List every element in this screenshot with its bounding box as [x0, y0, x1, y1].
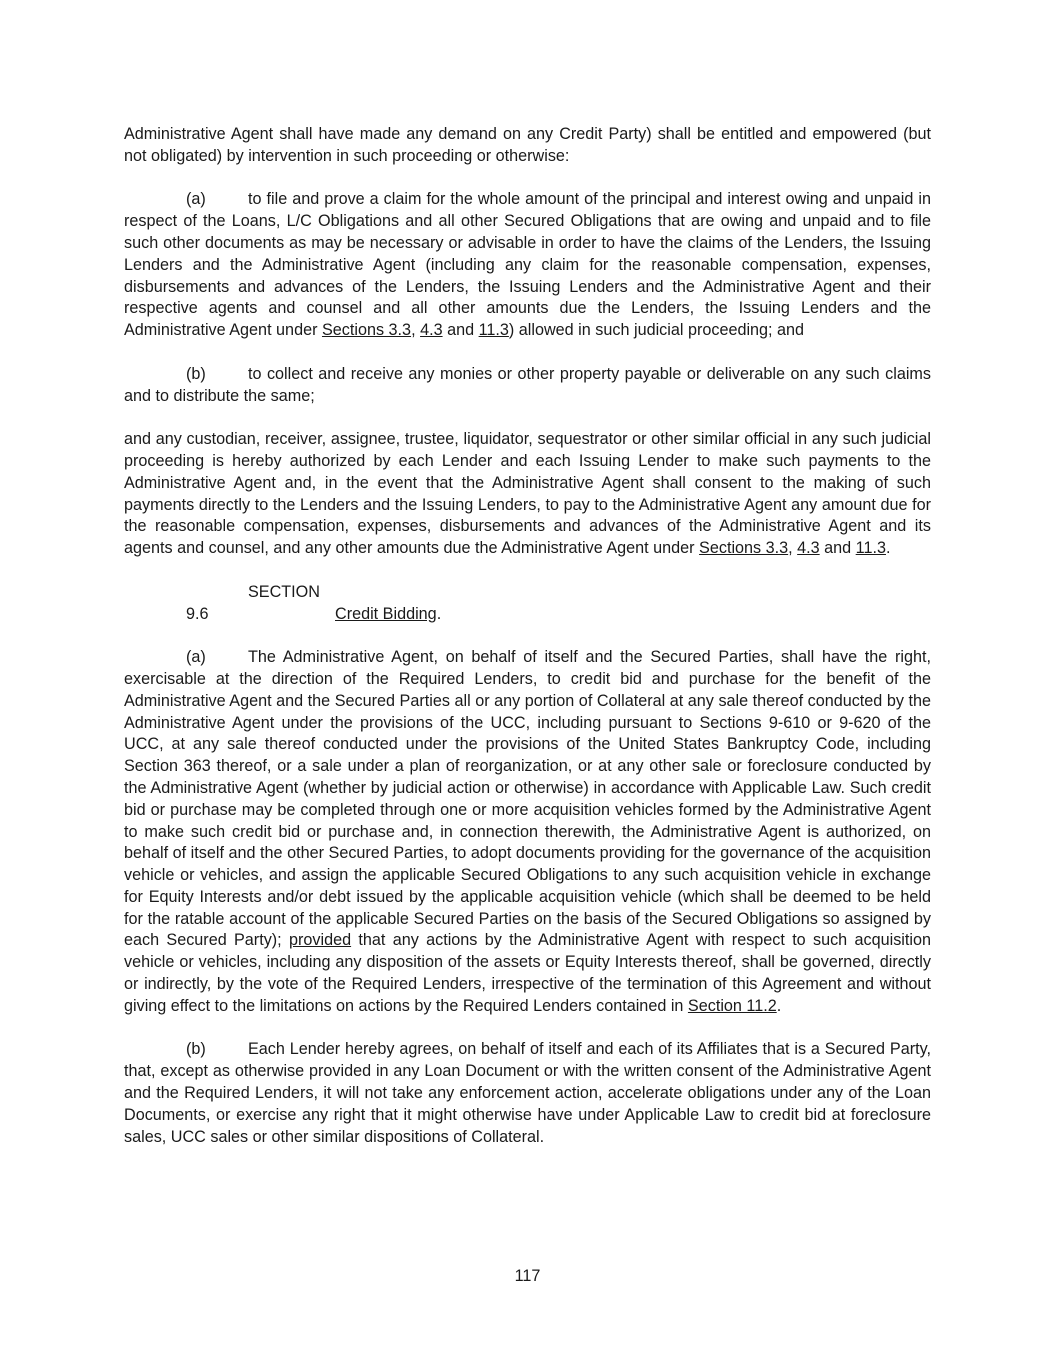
section-title: Credit Bidding: [335, 604, 437, 623]
section-reference-link[interactable]: 4.3: [797, 539, 820, 558]
section-reference-link[interactable]: 11.3: [478, 321, 509, 340]
clause-text-middle: that any actions by the Administrative Agent with respect to such acquisition vehicle or vehicles, including any disposition of the assets or Equity Interests thereof, shall be governed, directly or indirectly, by the vote of the Required Lenders, irrespective of the termination of this Agreement and without giving effect to the limitations on actions by the Required Lenders contained in: [124, 931, 931, 1015]
clause-label: (a): [186, 190, 206, 209]
separator: and: [442, 321, 479, 340]
clause-b-lender-agreement: [124, 1039, 931, 1148]
section-reference-link[interactable]: Section 11.2: [687, 996, 777, 1015]
custodian-paragraph: [124, 429, 931, 560]
section-reference-link[interactable]: 11.3: [855, 539, 886, 558]
paragraph-text: and any custodian, receiver, assignee, trustee, liquidator, sequestrator or other similar official in any such judicial proceeding is hereby authorized by each Lender and each Issuing Lender to make such payments to the Administrative Agent and, in the event that the Administrative Agent shall consent to the making of such payments directly to the Lenders and the Issuing Lenders, to pay to the Administrative Agent any amount due for the reasonable compensation, expenses, disbursements and advances of the Administrative Agent and its agents and counsel, and any other amounts due the Administrative Agent under: [124, 430, 931, 558]
clause-b-collect-monies: [124, 364, 931, 408]
clause-text: The Administrative Agent, on behalf of itself and the Secured Parties, shall have the right, exercisable at the direction of the Required Lenders, to credit bid and purchase for the benefit of the Administrative Agent and the Secured Parties all or any portion of Collateral at any sale thereof conducted by the Administrative Agent under the provisions of the UCC, including pursuant to Sections 9-610 or 9-620 of the UCC, at any sale thereof conducted under the provisions of the United States Bankruptcy Code, including Section 363 thereof, or a sale under a plan of reorganization, or at any other sale or foreclosure conducted by the Administrative Agent (whether by judicial action or otherwise) in accordance with Applicable Law. Such credit bid or purchase may be completed through one or more acquisition vehicles formed by the Administrative Agent to make such credit bid or purchase and, in connection therewith, the Administrative Agent is authorized, on behalf of itself and the other Secured Parties, to adopt documents providing for the governance of the acquisition vehicle or vehicles, and assign the applicable Secured Obligations to any such acquisition vehicle in exchange for Equity Interests and/or debt issued by the applicable acquisition vehicle (which shall be deemed to be held for the ratable account of the applicable Secured Parties on the basis of the Secured Obligations so assigned by each Secured Party);: [124, 648, 931, 950]
clause-text: to file and prove a claim for the whole amount of the principal and interest owing and unpaid in respect of the Loans, L/C Obligations and all other Secured Obligations that are owing and unpaid and to file such other documents as may be necessary or advisable in order to have the claims of the Lenders, the Issuing Lenders and the Administrative Agent (including any claim for the reasonable compensation, expenses, disbursements and advances of the Lenders, the Issuing Lenders and the Administrative Agent and their respective agents and counsel and all other amounts due the Lenders, the Issuing Lenders and the Administrative Agent under: [124, 190, 931, 340]
section-reference-link[interactable]: Sections 3.3: [699, 539, 789, 558]
page-number: 117: [514, 1267, 541, 1285]
clause-a-file-claims: [124, 189, 931, 342]
section-title-suffix: .: [436, 604, 442, 623]
separator: ,: [411, 321, 421, 340]
document-page: [124, 124, 931, 1148]
separator: ,: [788, 539, 798, 558]
clause-text-end: ) allowed in such judicial proceeding; and: [508, 321, 805, 340]
section-heading: [124, 582, 931, 626]
clause-a-credit-bid: [124, 647, 931, 1018]
clause-label: (a): [186, 648, 206, 667]
section-number: SECTION 9.6: [186, 582, 320, 623]
provided-term: provided: [288, 931, 352, 950]
separator: and: [819, 539, 856, 558]
clause-text: to collect and receive any monies or other property payable or deliverable on any such claims and to distribute the same;: [124, 364, 931, 405]
intro-paragraph: Administrative Agent shall have made any demand on any Credit Party) shall be entitled and empowered (but not obligated) by intervention in such proceeding or otherwise:: [124, 125, 931, 165]
section-reference-link[interactable]: 4.3: [420, 321, 443, 340]
clause-text-end: .: [776, 996, 782, 1015]
section-reference-link[interactable]: Sections 3.3: [321, 321, 412, 340]
clause-label: (b): [186, 1040, 206, 1059]
clause-text: Each Lender hereby agrees, on behalf of itself and each of its Affiliates that is a Secured Party, that, except as otherwise provided in any Loan Document or with the written consent of the Administrative Agent and the Required Lenders, it will not take any enforcement action, accelerate obligations under any of the Loan Documents, or exercise any right that it might otherwise have under Applicable Law to credit bid at foreclosure sales, UCC sales or other similar dispositions of Collateral.: [124, 1040, 931, 1146]
paragraph-text-end: .: [885, 539, 891, 558]
clause-label: (b): [186, 364, 206, 383]
